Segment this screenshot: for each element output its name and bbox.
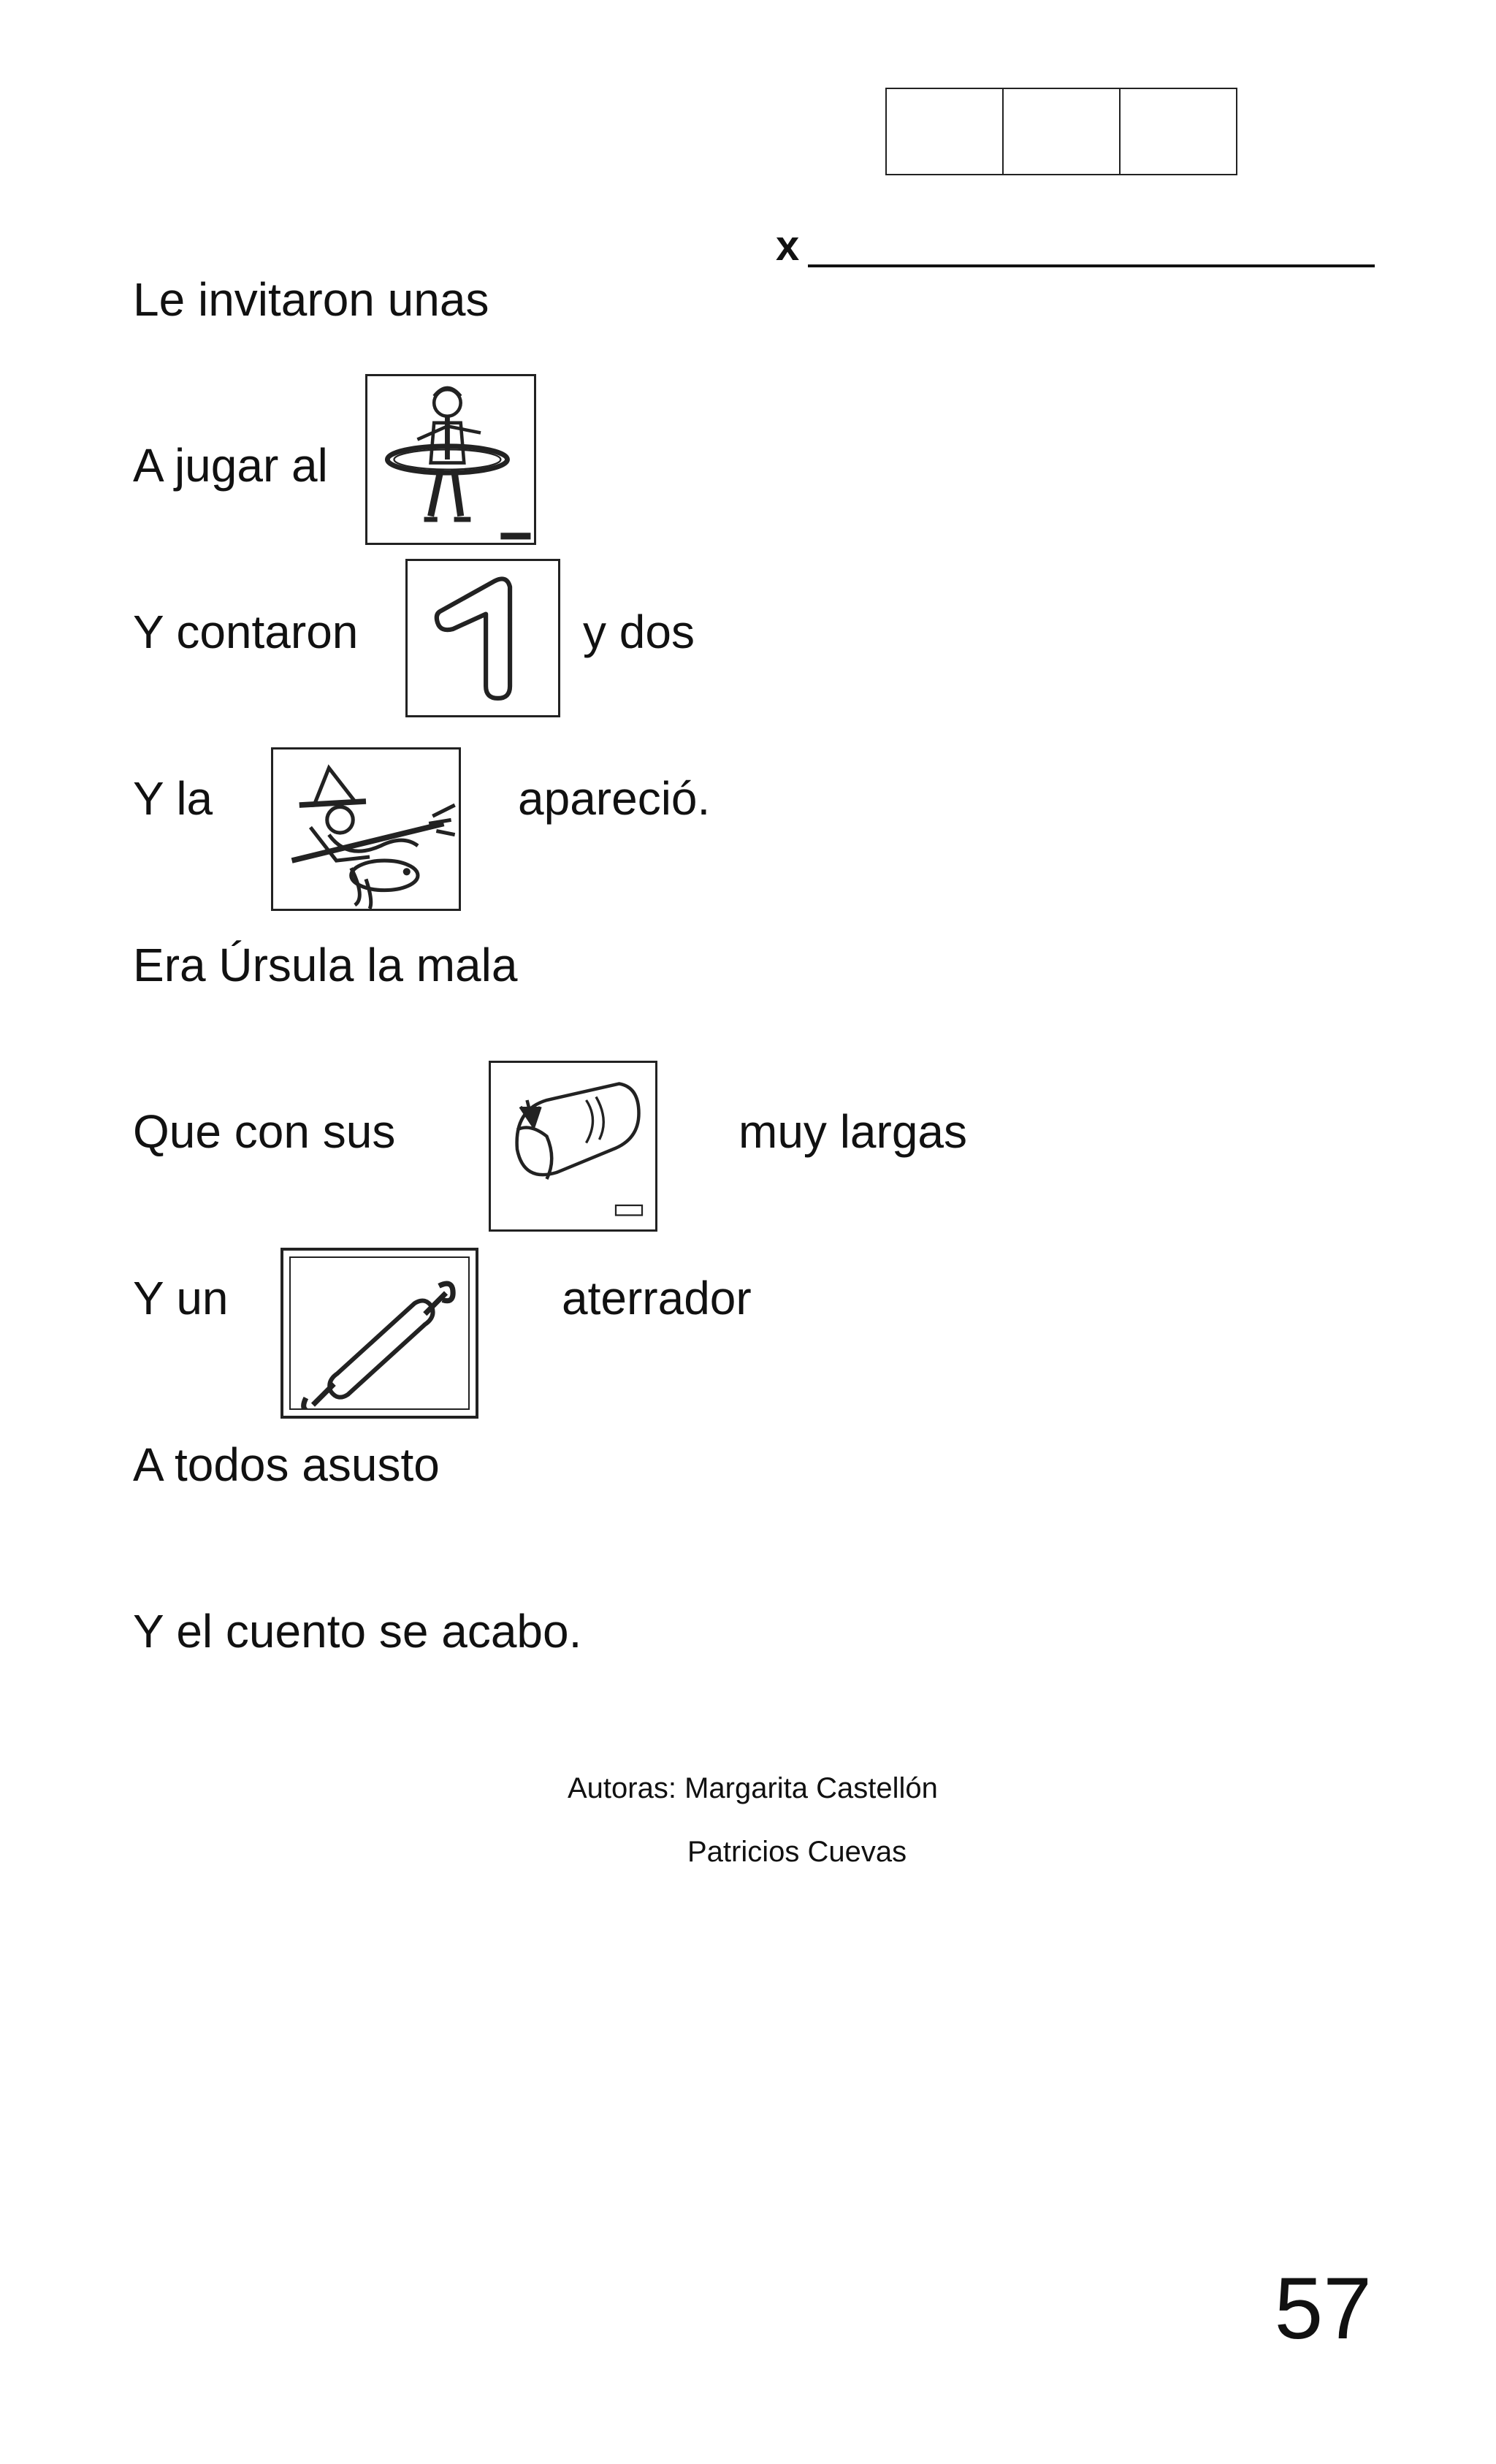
poem-line-4-end: apareció. (518, 772, 711, 825)
score-box[interactable] (1119, 88, 1237, 175)
hula-hoop-girl-icon (365, 374, 536, 545)
poem-line-9: Y el cuento se acabo. (133, 1605, 582, 1658)
name-mark: x (776, 222, 800, 270)
poem-line-3-end: y dos (583, 606, 695, 658)
score-box[interactable] (885, 88, 1004, 175)
score-box[interactable] (1002, 88, 1121, 175)
rolling-pin-icon (280, 1248, 478, 1419)
poem-line-3-start: Y contaron (133, 606, 359, 658)
poem-line-8: A todos asusto (133, 1438, 440, 1491)
poem-line-7-end: aterrador (562, 1272, 752, 1324)
name-underline (808, 264, 1375, 267)
witch-on-broom-icon (271, 747, 461, 911)
credits-second-author: Patricios Cuevas (687, 1836, 907, 1868)
poem-line-2: A jugar al (133, 439, 328, 492)
poem-line-4-start: Y la (133, 772, 213, 825)
poem-line-6-start: Que con sus (133, 1105, 396, 1158)
credits-authors: Autoras: Margarita Castellón (568, 1772, 938, 1804)
poem-line-6-end: muy largas (739, 1105, 967, 1158)
score-boxes (887, 88, 1237, 175)
poem-line-7-start: Y un (133, 1272, 229, 1324)
name-field[interactable] (776, 219, 1375, 270)
fingernail-icon (489, 1061, 657, 1232)
poem-line-5: Era Úrsula la mala (133, 939, 518, 991)
number-one-icon (405, 559, 560, 717)
page-number: 57 (1274, 2259, 1372, 2357)
poem-line-1: Le invitaron unas (133, 273, 489, 326)
